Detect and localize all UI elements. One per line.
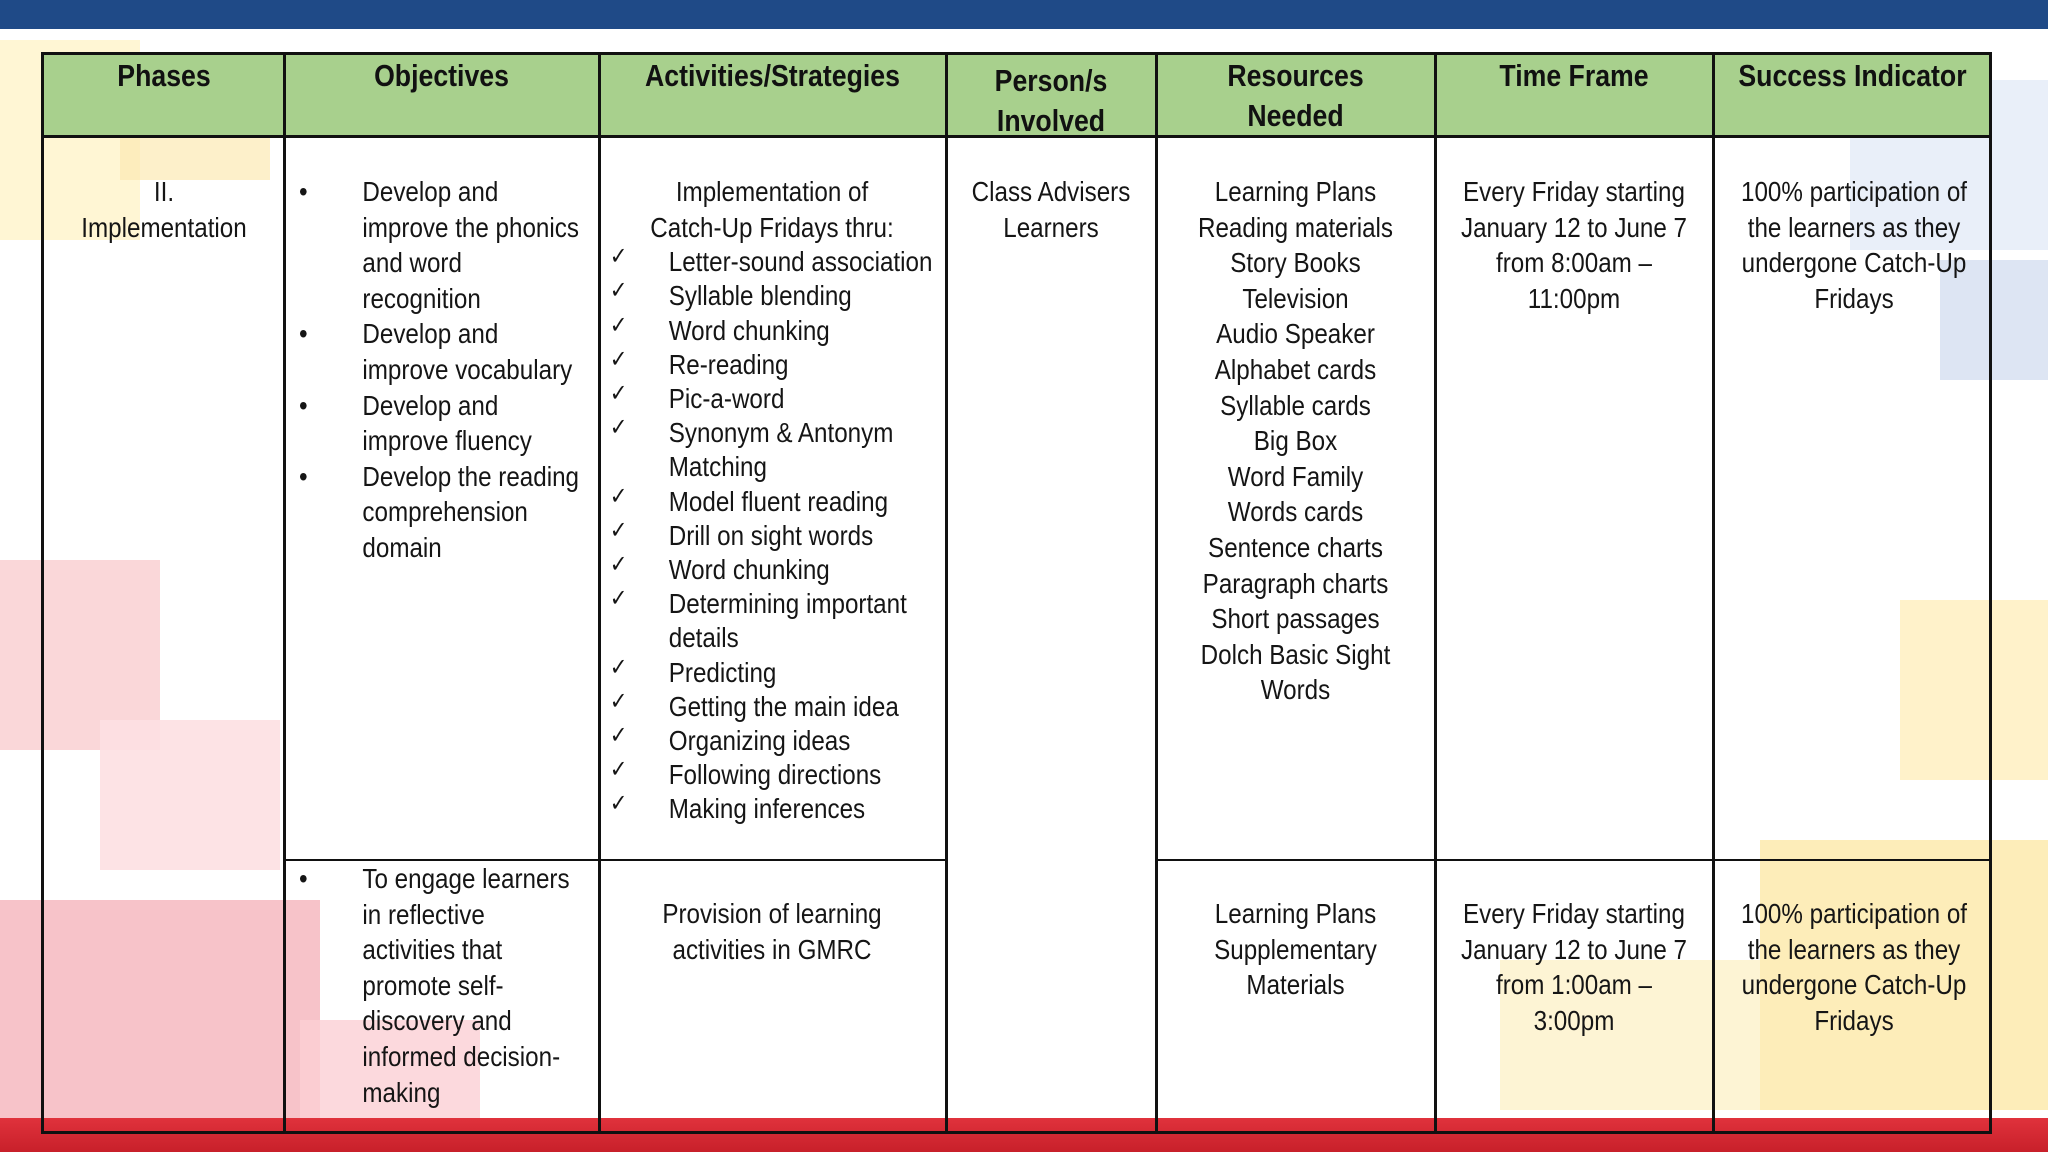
objectives-list (292, 174, 582, 566)
header-activities: Activities/Strategies (645, 58, 900, 93)
person-item: Class Advisers (971, 176, 1131, 207)
phase-number: II. (153, 176, 175, 207)
phase-cell (44, 174, 284, 245)
header-persons: Person/s Involved (994, 63, 1108, 138)
resource-item: Supplementary Materials (1214, 933, 1377, 1001)
objective-item: • To engage learners in reflective activities that promote self-discovery and informed decision-making (292, 861, 582, 1110)
objectives-cell-2 (292, 861, 622, 1110)
header-objectives: Objectives (374, 58, 509, 93)
resource-item: Short passages (1211, 603, 1380, 635)
resource-item: Television (1242, 282, 1349, 314)
objectives-list-2 (292, 861, 582, 1110)
activities-cell (601, 174, 943, 827)
implementation-plan-table (41, 52, 1992, 1134)
resources-list-2 (1175, 896, 1417, 1003)
activities-list (601, 245, 935, 826)
time-frame-text: Every Friday starting January 12 to June 7 from 8:00am – 11:00pm (1460, 176, 1688, 314)
time-frame-text-2: Every Friday starting January 12 to June 7 from 1:00am – 3:00pm (1460, 898, 1688, 1036)
resource-item: Learning Plans (1214, 898, 1377, 929)
resource-item: Dolch Basic Sight Words (1200, 638, 1391, 706)
objective-item: • Develop and improve fluency (292, 388, 582, 459)
resource-item: Reading materials (1197, 211, 1394, 243)
success-indicator-cell-2 (1723, 896, 1985, 1038)
success-indicator-cell (1723, 174, 1985, 316)
activities-intro: Implementation of Catch-Up Fridays thru: (650, 176, 894, 243)
resources-list (1175, 174, 1417, 708)
column-divider (1712, 55, 1715, 1131)
activity-item: ✓ Synonym & Antonym Matching (601, 416, 935, 484)
activity-item: ✓ Following directions (601, 758, 935, 792)
activity-item: ✓ Letter-sound association (601, 245, 935, 279)
header-time-frame: Time Frame (1499, 58, 1649, 93)
resource-item: Audio Speaker (1216, 318, 1375, 350)
resources-cell (1158, 174, 1433, 708)
activities-cell-2 (601, 896, 943, 967)
resource-item: Sentence charts (1208, 531, 1383, 563)
header-success: Success Indicator (1738, 58, 1967, 93)
resource-item: Words cards (1227, 496, 1364, 528)
success-indicator-text-2: 100% participation of the learners as they undergone Catch-Up Fridays (1740, 898, 1968, 1036)
resource-item: Story Books (1230, 247, 1361, 279)
resource-item: Big Box (1253, 425, 1338, 457)
objective-item: • Develop the reading comprehension domain (292, 459, 582, 566)
activity-gmrc: Provision of learning activities in GMRC (662, 898, 882, 965)
header-resources: Resources Needed (1227, 58, 1364, 133)
time-frame-cell (1445, 174, 1703, 316)
persons-cell (946, 174, 1156, 245)
activity-item: ✓ Making inferences (601, 792, 935, 826)
resource-item: Word Family (1227, 460, 1364, 492)
activity-item: ✓ Word chunking (601, 553, 935, 587)
activity-item: ✓ Word chunking (601, 314, 935, 348)
person-item: Learners (1003, 211, 1099, 243)
activity-item: ✓ Organizing ideas (601, 724, 935, 758)
resource-item: Paragraph charts (1202, 567, 1389, 599)
resource-item: Alphabet cards (1214, 353, 1377, 385)
phase-name: Implementation (81, 211, 247, 243)
resource-item: Syllable cards (1220, 389, 1371, 421)
activity-item: ✓ Drill on sight words (601, 519, 935, 553)
resources-cell-2 (1158, 896, 1433, 1003)
row-divider (1156, 859, 1992, 861)
objectives-cell (292, 174, 622, 566)
activity-item: ✓ Syllable blending (601, 279, 935, 313)
activity-item: ✓ Pic-a-word (601, 382, 935, 416)
objective-item: • Develop and improve the phonics and word recognition (292, 174, 582, 316)
header-phases: Phases (117, 58, 211, 93)
column-divider (1434, 55, 1437, 1131)
activity-item: ✓ Getting the main idea (601, 690, 935, 724)
persons-list (959, 174, 1144, 245)
objective-item: • Develop and improve vocabulary (292, 316, 582, 387)
success-indicator-text: 100% participation of the learners as they undergone Catch-Up Fridays (1740, 176, 1968, 314)
activity-item: ✓ Determining important details (601, 587, 935, 655)
activity-item: ✓ Model fluent reading (601, 485, 935, 519)
top-color-band (0, 0, 2048, 29)
time-frame-cell-2 (1442, 896, 1706, 1038)
activity-item: ✓ Predicting (601, 656, 935, 690)
resource-item: Learning Plans (1214, 176, 1377, 207)
activity-item: ✓ Re-reading (601, 348, 935, 382)
